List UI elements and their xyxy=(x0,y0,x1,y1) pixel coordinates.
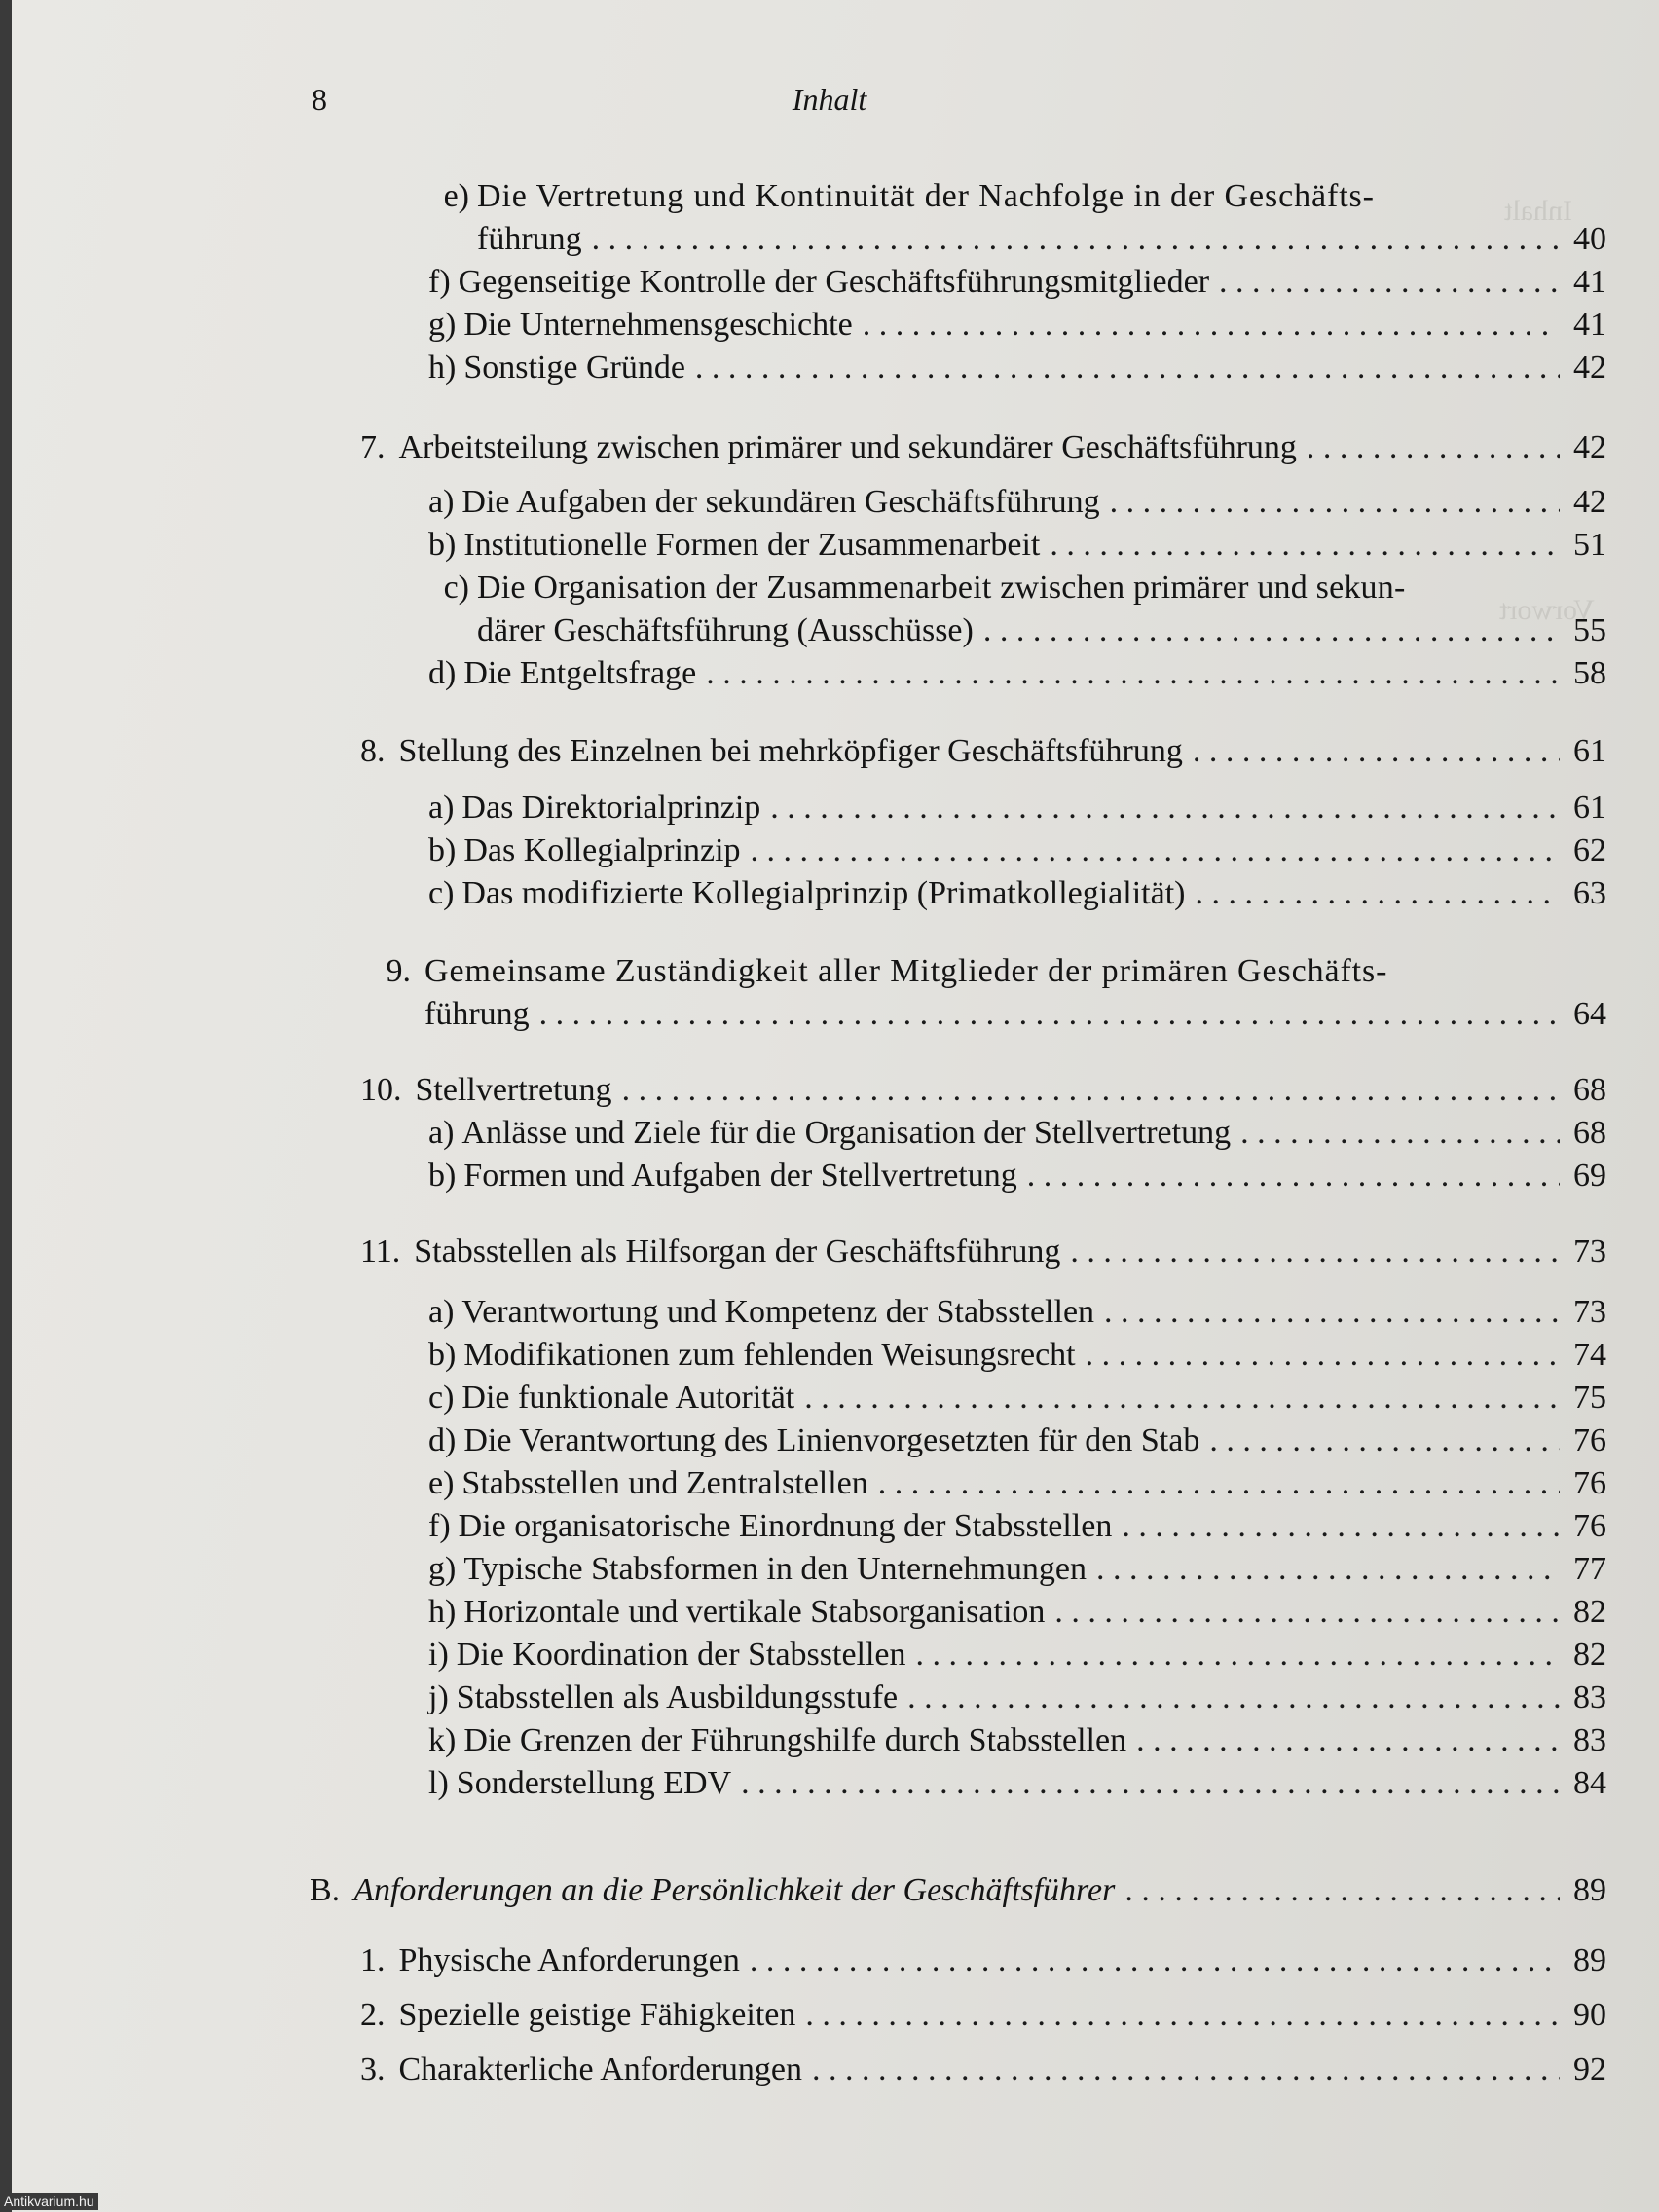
toc-entry xyxy=(428,481,1606,524)
toc-entry-number: f) xyxy=(428,1508,451,1544)
show-through-text: Inhalt xyxy=(1504,195,1572,227)
leader-dots xyxy=(1307,426,1560,469)
toc-entry xyxy=(428,1591,1606,1634)
page-number: 8 xyxy=(312,82,327,117)
toc-entry-number: h) xyxy=(428,350,457,386)
toc-entry-title: Institutionelle Formen der Zusammenarbeit xyxy=(463,527,1041,563)
toc-entry-number: a) xyxy=(428,484,455,520)
toc-entry-page: 55 xyxy=(1573,612,1606,648)
leader-dots xyxy=(907,1677,1560,1719)
leader-dots xyxy=(878,1462,1560,1505)
toc-entry xyxy=(428,830,1606,872)
leader-dots xyxy=(1136,1719,1560,1762)
toc-section-page: 64 xyxy=(1573,996,1606,1032)
toc-entry-page: 84 xyxy=(1573,1765,1606,1801)
toc-entry-page: 58 xyxy=(1573,655,1606,691)
toc-entry-number: a) xyxy=(428,1115,455,1151)
toc-entry xyxy=(428,1719,1606,1762)
leader-dots xyxy=(1054,1591,1560,1634)
toc-section-title: Charakterliche Anforderungen xyxy=(398,2051,802,2087)
toc-section-title: Stabsstellen als Hilfsorgan der Geschäftsführung xyxy=(414,1234,1061,1270)
toc-entry-number: a) xyxy=(428,790,455,826)
toc-entry-number: g) xyxy=(428,307,457,343)
leader-dots xyxy=(1193,730,1560,773)
toc-entry-title: Die funktionale Autorität xyxy=(461,1380,795,1416)
leader-dots xyxy=(812,2048,1560,2091)
toc-section-page: 90 xyxy=(1573,1997,1606,2033)
leader-dots xyxy=(1104,1291,1560,1334)
leader-dots xyxy=(1096,1548,1560,1591)
toc-entry-title: Verantwortung und Kompetenz der Stabsstellen xyxy=(461,1294,1095,1330)
toc-section xyxy=(360,730,1606,773)
toc-section-continuation xyxy=(424,993,1606,1036)
toc-entry-page: 41 xyxy=(1573,307,1606,343)
toc-section-number: 1. xyxy=(360,1942,386,1978)
leader-dots xyxy=(751,830,1560,872)
toc-entry-page: 40 xyxy=(1573,221,1606,257)
leader-dots xyxy=(1070,1231,1560,1273)
leader-dots xyxy=(805,1994,1560,2037)
toc-entry-title: därer Geschäftsführung (Ausschüsse) xyxy=(477,612,974,648)
toc-section xyxy=(360,1069,1606,1112)
leader-dots xyxy=(539,993,1560,1036)
toc-entry xyxy=(428,652,1606,695)
toc-entry xyxy=(428,175,1636,218)
running-title: Inhalt xyxy=(792,82,867,117)
toc-entry-page: 83 xyxy=(1573,1722,1606,1758)
toc-section-title: Arbeitsteilung zwischen primärer und sekundärer Geschäftsführung xyxy=(398,429,1297,465)
toc-entry xyxy=(428,524,1606,567)
leader-dots xyxy=(706,652,1560,695)
leader-dots xyxy=(592,218,1560,261)
toc-entry xyxy=(428,1762,1606,1805)
toc-entry-title: Das Direktorialprinzip xyxy=(461,790,761,826)
leader-dots xyxy=(622,1069,1560,1112)
leader-dots xyxy=(1110,481,1560,524)
toc-entry xyxy=(428,1548,1606,1591)
toc-entry xyxy=(428,787,1606,830)
toc-section-title: Stellvertretung xyxy=(415,1072,612,1108)
toc-entry-number: e) xyxy=(443,178,469,214)
toc-entry-title: Sonderstellung EDV xyxy=(456,1765,732,1801)
toc-entry-page: 74 xyxy=(1573,1337,1606,1373)
toc-part-number: B. xyxy=(310,1872,341,1908)
toc-entry-title: Sonstige Gründe xyxy=(463,350,685,386)
toc-entry xyxy=(428,261,1606,304)
leader-dots xyxy=(983,609,1560,652)
toc-entry-page: 63 xyxy=(1573,875,1606,911)
toc-section-page: 92 xyxy=(1573,2051,1606,2087)
toc-entry-title: Die Entgeltsfrage xyxy=(463,655,697,691)
page-binding-edge xyxy=(0,0,12,2212)
toc-part-page: 89 xyxy=(1573,1872,1606,1908)
watermark-label: Antikvarium.hu xyxy=(0,2193,98,2210)
toc-entry-title: Typische Stabsformen in den Unternehmungen xyxy=(463,1551,1088,1587)
toc-entry-page: 76 xyxy=(1573,1508,1606,1544)
toc-entry xyxy=(428,1377,1606,1419)
show-through-text: Vorwort xyxy=(1499,594,1595,626)
toc-entry-title: Stabsstellen als Ausbildungsstufe xyxy=(456,1679,899,1715)
toc-entry-title: führung xyxy=(477,221,582,257)
leader-dots xyxy=(1050,524,1560,567)
toc-entry-page: 76 xyxy=(1573,1422,1606,1458)
toc-entry-number: d) xyxy=(428,1422,457,1458)
toc-entry-page: 51 xyxy=(1573,527,1606,563)
toc-section-title: Stellung des Einzelnen bei mehrköpfiger Geschäftsführung xyxy=(398,733,1183,769)
toc-entry-title: Gegenseitige Kontrolle der Geschäftsführungsmitglieder xyxy=(458,264,1210,300)
toc-entry xyxy=(428,1112,1606,1155)
toc-entry-title: Die Verantwortung des Linienvorgesetzten für den Stab xyxy=(463,1422,1200,1458)
toc-entry-number: b) xyxy=(428,1337,457,1373)
toc-section-number: 9. xyxy=(386,953,411,989)
toc-section-page: 89 xyxy=(1573,1942,1606,1978)
toc-entry xyxy=(428,567,1636,609)
toc-entry-page: 73 xyxy=(1573,1294,1606,1330)
toc-entry-number: k) xyxy=(428,1722,457,1758)
toc-entry-title: Die Koordination der Stabsstellen xyxy=(456,1637,906,1673)
toc-entry xyxy=(428,1334,1606,1377)
toc-entry-title: Formen und Aufgaben der Stellvertretung xyxy=(463,1158,1017,1194)
toc-entry xyxy=(428,1291,1606,1334)
leader-dots xyxy=(1240,1112,1560,1155)
leader-dots xyxy=(863,304,1560,347)
toc-entry-title: Das modifizierte Kollegialprinzip (Primatkollegialität) xyxy=(461,875,1186,911)
toc-entry-title: Anlässe und Ziele für die Organisation der Stellvertretung xyxy=(461,1115,1232,1151)
toc-section xyxy=(360,426,1606,469)
toc-entry-title: Die Aufgaben der sekundären Geschäftsführung xyxy=(461,484,1100,520)
toc-section-number: 7. xyxy=(360,429,386,465)
toc-entry xyxy=(428,1505,1606,1548)
toc-entry-title: Stabsstellen und Zentralstellen xyxy=(461,1465,868,1501)
toc-entry xyxy=(428,1677,1606,1719)
leader-dots xyxy=(916,1634,1560,1677)
toc-section-number: 8. xyxy=(360,733,386,769)
toc-section-number: 10. xyxy=(360,1072,402,1108)
toc-section-title: Physische Anforderungen xyxy=(398,1942,740,1978)
toc-entry-title: Die Grenzen der Führungshilfe durch Stabsstellen xyxy=(463,1722,1127,1758)
toc-entry-number: e) xyxy=(428,1465,455,1501)
toc-part xyxy=(310,1869,1606,1912)
toc-entry-number: c) xyxy=(443,570,469,606)
leader-dots xyxy=(1195,872,1560,915)
toc-section-page: 61 xyxy=(1573,733,1606,769)
toc-entry-page: 83 xyxy=(1573,1679,1606,1715)
toc-entry-title: Das Kollegialprinzip xyxy=(463,832,741,868)
toc-entry-page: 62 xyxy=(1573,832,1606,868)
toc-entry xyxy=(428,1155,1606,1198)
toc-section xyxy=(360,950,1636,993)
toc-section-page: 42 xyxy=(1573,429,1606,465)
toc-section-number: 11. xyxy=(360,1234,401,1270)
toc-entry-page: 68 xyxy=(1573,1115,1606,1151)
toc-entry-title: Horizontale und vertikale Stabsorganisation xyxy=(463,1594,1046,1630)
toc-entry-number: l) xyxy=(428,1765,449,1801)
toc-entry-page: 42 xyxy=(1573,484,1606,520)
toc-entry-number: h) xyxy=(428,1594,457,1630)
toc-entry-page: 77 xyxy=(1573,1551,1606,1587)
toc-entry-number: c) xyxy=(428,875,455,911)
toc-entry-title: Die Organisation der Zusammenarbeit zwischen primärer und sekun- xyxy=(477,570,1406,606)
toc-entry xyxy=(428,1634,1606,1677)
leader-dots xyxy=(1219,261,1560,304)
toc-entry-number: b) xyxy=(428,1158,457,1194)
toc-entry xyxy=(428,872,1606,915)
toc-entry-title: Die Vertretung und Kontinuität der Nachfolge in der Geschäfts- xyxy=(477,178,1375,214)
leader-dots xyxy=(770,787,1560,830)
leader-dots xyxy=(1209,1419,1560,1462)
toc-entry xyxy=(428,304,1606,347)
toc-entry-continuation xyxy=(477,609,1606,652)
leader-dots xyxy=(1086,1334,1560,1377)
toc-entry xyxy=(428,347,1606,389)
toc-entry-title: Die Unternehmensgeschichte xyxy=(463,307,853,343)
toc-section xyxy=(360,1231,1606,1273)
toc-entry xyxy=(428,1419,1606,1462)
toc-section xyxy=(360,1994,1606,2037)
toc-section-title: Gemeinsame Zuständigkeit aller Mitglieder der primären Geschäfts- xyxy=(424,953,1388,989)
toc-entry-page: 75 xyxy=(1573,1380,1606,1416)
toc-entry-number: g) xyxy=(428,1551,457,1587)
leader-dots xyxy=(741,1762,1560,1805)
toc-entry-number: a) xyxy=(428,1294,455,1330)
toc-entry-number: j) xyxy=(428,1679,449,1715)
toc-entry-page: 41 xyxy=(1573,264,1606,300)
toc-section-title: führung xyxy=(424,996,530,1032)
toc-section-page: 73 xyxy=(1573,1234,1606,1270)
leader-dots xyxy=(1124,1869,1560,1912)
toc-entry-continuation xyxy=(477,218,1606,261)
leader-dots xyxy=(1027,1155,1560,1198)
toc-section xyxy=(360,1939,1606,1982)
toc-section-number: 2. xyxy=(360,1997,386,2033)
leader-dots xyxy=(804,1377,1560,1419)
toc-entry-page: 76 xyxy=(1573,1465,1606,1501)
toc-section xyxy=(360,2048,1606,2091)
leader-dots xyxy=(750,1939,1560,1982)
toc-entry-page: 82 xyxy=(1573,1637,1606,1673)
toc-section-number: 3. xyxy=(360,2051,386,2087)
toc-entry-number: b) xyxy=(428,527,457,563)
toc-entry-number: b) xyxy=(428,832,457,868)
toc-entry-number: i) xyxy=(428,1637,449,1673)
toc-entry-page: 82 xyxy=(1573,1594,1606,1630)
toc-entry-page: 42 xyxy=(1573,350,1606,386)
toc-entry-number: c) xyxy=(428,1380,455,1416)
toc-entry-number: d) xyxy=(428,655,457,691)
toc-part-title: Anforderungen an die Persönlichkeit der Geschäftsführer xyxy=(353,1872,1116,1908)
toc-entry-page: 69 xyxy=(1573,1158,1606,1194)
toc-entry-number: f) xyxy=(428,264,451,300)
toc-entry-title: Modifikationen zum fehlenden Weisungsrecht xyxy=(463,1337,1076,1373)
toc-section-page: 68 xyxy=(1573,1072,1606,1108)
toc-entry-title: Die organisatorische Einordnung der Stabsstellen xyxy=(458,1508,1113,1544)
toc-entry-page: 61 xyxy=(1573,790,1606,826)
leader-dots xyxy=(1122,1505,1560,1548)
leader-dots xyxy=(695,347,1560,389)
toc-section-title: Spezielle geistige Fähigkeiten xyxy=(398,1997,796,2033)
toc-entry xyxy=(428,1462,1606,1505)
